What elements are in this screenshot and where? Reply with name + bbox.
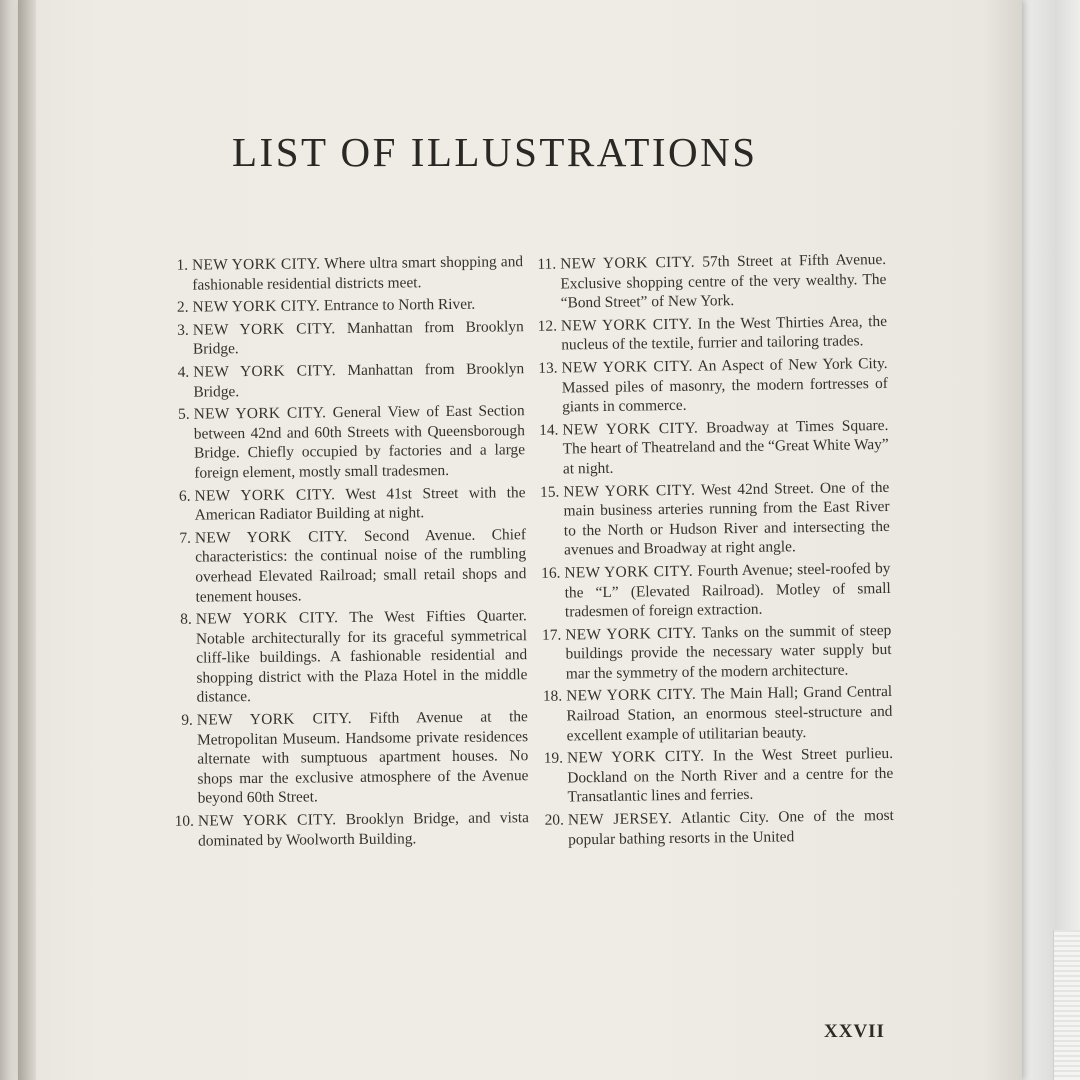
entry-text: West 42nd Street. One of the main business arteries running from the East River to the North or Hudson River and intersecting the avenues and Broadway at right angle.	[563, 478, 890, 559]
entry-number: 6.	[178, 487, 191, 505]
illustration-entry	[158, 294, 523, 317]
entry-place: NEW YORK CITY.	[193, 362, 337, 381]
illustration-entry	[162, 606, 528, 708]
entry-place: NEW YORK CITY.	[197, 811, 337, 830]
illustration-entry	[158, 252, 523, 295]
entry-number: 11.	[537, 255, 557, 273]
entry-text: Fifth Avenue at the Metropolitan Museum. Handsome private residences alternate with sumptuous apartment houses. No shops mar the exclusive atmosphere of the Avenue beyond 60th Street.	[196, 708, 529, 808]
entry-text: Fourth Avenue; steel-roofed by the “L” (Elevated Railroad). Motley of small tradesmen of foreign extraction.	[564, 559, 891, 621]
entry-number: 10.	[174, 812, 195, 830]
entry-text: The West Fifties Quarter. Notable architecturally for its graceful symmetrical cliff-like buildings. A fashionable residential and shopping district with the Plaza Hotel in the middle distance.	[195, 607, 528, 707]
illustration-entry	[528, 416, 889, 480]
entry-text: West 41st Street with the American Radiator Building at night.	[194, 483, 526, 524]
entry-text: In the West Street purlieu. Dockland on the North River and a centre for the Transatlantic lines and ferries.	[567, 745, 894, 806]
entry-text: Broadway at Times Square. The heart of Theatreland and the “Great White Way” at night.	[562, 416, 889, 478]
entry-text: An Aspect of New York City. Massed piles of masonry, the modern fortresses of giants in commerce.	[561, 354, 888, 416]
entry-number: 4.	[177, 363, 190, 381]
entry-place: NEW YORK CITY.	[563, 481, 696, 501]
entry-place: NEW YORK CITY.	[565, 624, 697, 644]
illustration-entry	[164, 808, 529, 851]
entry-number: 12.	[537, 317, 558, 335]
illustration-entry	[527, 354, 888, 418]
entry-place: NEW YORK CITY.	[194, 527, 348, 547]
entry-number: 9.	[181, 711, 193, 729]
entry-text: Atlantic City. One of the most popular bathing resorts in the United	[568, 806, 894, 849]
entry-text: Brooklyn Bridge, and vista dominated by Woolworth Building.	[198, 809, 529, 850]
entry-number: 5.	[178, 405, 190, 423]
right-column	[526, 250, 894, 853]
entry-number: 16.	[541, 564, 561, 582]
entry-place: NEW YORK CITY.	[196, 710, 352, 729]
entry-place: NEW JERSEY.	[567, 810, 673, 829]
illustration-entry	[159, 359, 524, 402]
illustration-entry	[526, 250, 887, 314]
entry-place: NEW YORK CITY.	[560, 315, 693, 335]
entry-text: Manhattan from Brooklyn Bridge.	[193, 360, 525, 401]
illustration-entry	[531, 621, 892, 685]
illustration-entry	[159, 317, 524, 360]
entry-text: Second Avenue. Chief characteristics: the continual noise of the rumbling overhead Elevated Railroad; small retail shops and tenement houses.	[195, 525, 527, 606]
entry-text: Where ultra smart shopping and fashionable residential districts meet.	[192, 253, 524, 294]
entry-text: In the West Thirties Area, the nucleus of the textile, furrier and tailoring trades.	[561, 312, 888, 354]
entry-number: 7.	[179, 529, 192, 547]
entry-place: NEW YORK CITY.	[560, 253, 695, 273]
cloth-tag	[1053, 930, 1080, 1080]
illustration-entry	[163, 707, 529, 809]
entry-number: 1.	[176, 256, 189, 274]
entry-number: 18.	[542, 688, 563, 706]
book-page	[18, 0, 1022, 1080]
illustration-entry	[534, 806, 895, 850]
entry-place: NEW YORK CITY.	[192, 297, 321, 316]
entry-number: 8.	[180, 610, 192, 628]
entry-text: General View of East Section between 42nd and 60th Streets with Queensborough Bridge. Chiefly occupied by factories and a large foreign element, mostly small tradesmen.	[193, 402, 526, 482]
left-column	[158, 252, 529, 854]
entry-place: NEW YORK CITY.	[566, 747, 705, 767]
entry-text: Tanks on the summit of steep buildings provide the necessary water supply but mar the symmetry of the modern architecture.	[565, 621, 892, 683]
page-gutter-edge	[18, 0, 36, 1080]
illustration-entry	[533, 744, 894, 808]
entry-place: NEW YORK CITY.	[564, 562, 694, 582]
entry-number: 2.	[176, 298, 189, 316]
entry-number: 15.	[539, 483, 560, 501]
entry-text: Entrance to North River.	[323, 295, 476, 315]
entry-number: 14.	[539, 421, 559, 439]
entry-text: 57th Street at Fifth Avenue. Exclusive shopping centre of the very wealthy. The “Bond Street” of New York.	[560, 250, 887, 312]
entry-number: 20.	[544, 811, 565, 829]
entry-place: NEW YORK CITY.	[566, 686, 697, 705]
entry-place: NEW YORK CITY.	[192, 319, 336, 339]
entry-place: NEW YORK CITY.	[192, 255, 321, 274]
entry-number: 3.	[177, 321, 189, 339]
illustration-entry	[161, 525, 527, 607]
entry-place: NEW YORK CITY.	[194, 485, 336, 505]
entry-place: NEW YORK CITY.	[561, 357, 693, 377]
entry-place: NEW YORK CITY.	[193, 404, 327, 423]
entry-text: Manhattan from Brooklyn Bridge.	[192, 317, 524, 359]
page-number: XXVII	[824, 1021, 885, 1042]
page-title: LIST OF ILLUSTRATIONS	[232, 129, 758, 175]
illustration-entry	[529, 477, 890, 560]
entry-number: 19.	[543, 749, 564, 768]
illustration-entry	[160, 483, 525, 526]
entry-place: NEW YORK CITY.	[195, 609, 339, 628]
entry-place: NEW YORK CITY.	[562, 419, 699, 439]
illustration-entry	[530, 559, 891, 623]
illustration-entry	[532, 682, 893, 746]
entry-text: The Main Hall; Grand Central Railroad Station, an enormous steel-structure and excellent example of utilitarian beauty.	[566, 683, 893, 745]
illustration-entry	[527, 312, 888, 356]
entry-number: 17.	[541, 626, 562, 644]
entry-number: 13.	[538, 359, 558, 377]
illustration-entry	[160, 401, 526, 483]
